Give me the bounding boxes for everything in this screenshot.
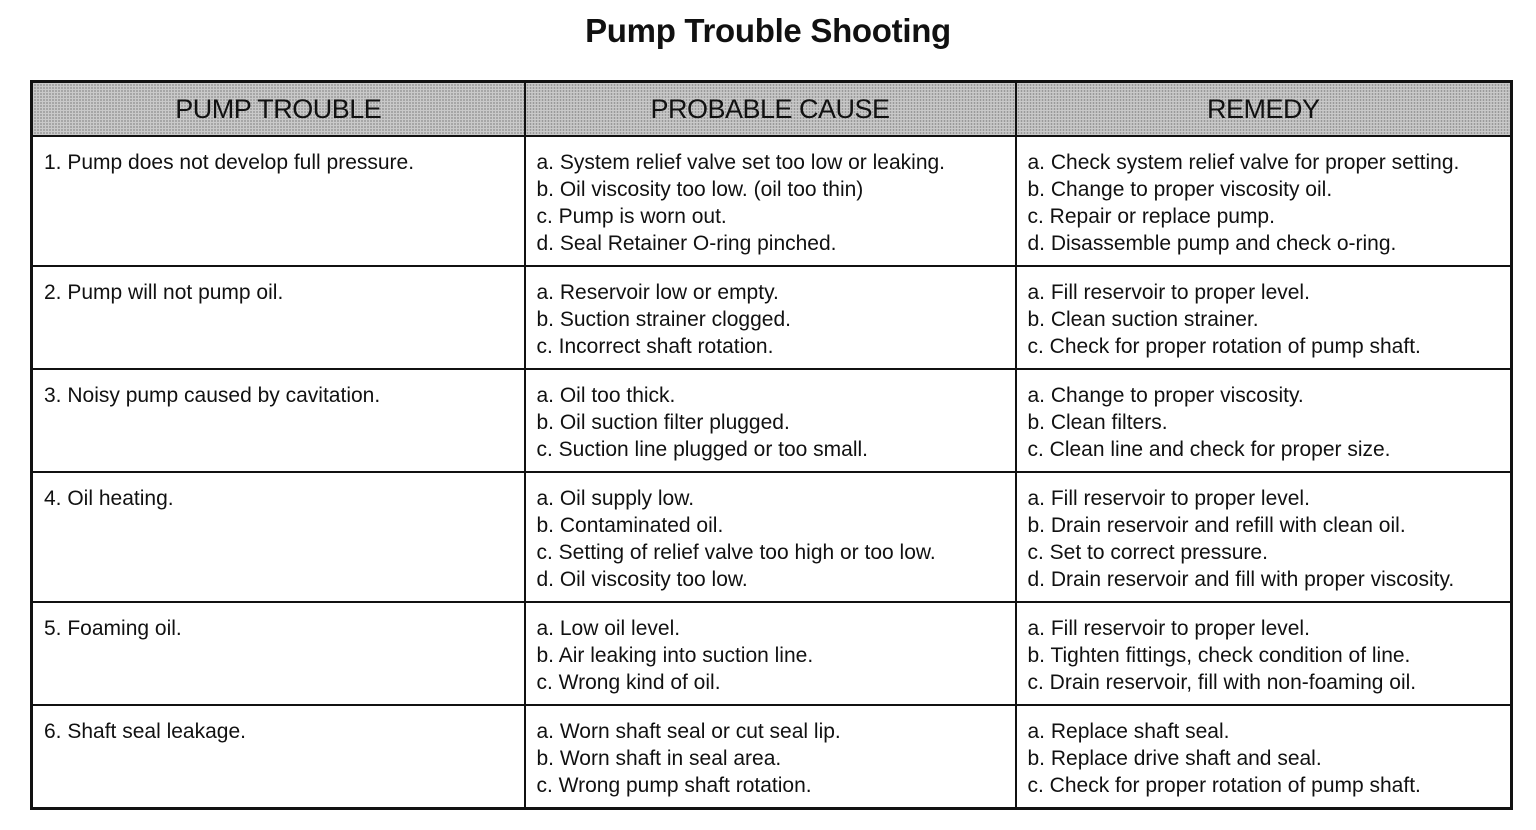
cause-item: c. Setting of relief valve too high or too low. xyxy=(536,540,936,564)
remedy-item: b. Clean suction strainer. xyxy=(1027,307,1259,331)
remedy-item: b. Drain reservoir and refill with clean oil. xyxy=(1027,513,1406,537)
remedy-item: c. Repair or replace pump. xyxy=(1027,205,1275,228)
trouble-shooting-table xyxy=(30,80,1513,810)
remedy-item: b. Tighten fittings, check condition of line. xyxy=(1027,643,1411,667)
cause-cell xyxy=(525,705,1016,809)
cause-item: b. Air leaking into suction line. xyxy=(536,643,814,667)
trouble-cell xyxy=(32,266,525,369)
remedy-cell xyxy=(1016,266,1512,369)
table-row xyxy=(32,602,1512,705)
remedy-item: b. Change to proper viscosity oil. xyxy=(1027,178,1333,201)
remedy-item: c. Check for proper rotation of pump shaft. xyxy=(1027,334,1421,358)
remedy-item: c. Check for proper rotation of pump shaft. xyxy=(1027,773,1421,797)
cause-item: b. Contaminated oil. xyxy=(536,513,724,537)
cause-item: b. Oil viscosity too low. (oil too thin) xyxy=(536,178,864,201)
trouble-text: 6. Shaft seal leakage. xyxy=(44,719,246,743)
cause-cell xyxy=(525,472,1016,602)
table-row xyxy=(32,136,1512,266)
page-title: Pump Trouble Shooting xyxy=(585,12,951,49)
trouble-text: 3. Noisy pump caused by cavitation. xyxy=(44,383,381,407)
cause-item: a. System relief valve set too low or leaking. xyxy=(536,151,946,174)
remedy-item: a. Check system relief valve for proper setting. xyxy=(1027,151,1460,174)
cause-item: a. Reservoir low or empty. xyxy=(536,280,779,304)
remedy-cell xyxy=(1016,369,1512,472)
trouble-text: 2. Pump will not pump oil. xyxy=(44,280,284,304)
cause-item: c. Suction line plugged or too small. xyxy=(536,437,869,461)
cause-item: a. Oil supply low. xyxy=(536,486,695,510)
cause-item: a. Worn shaft seal or cut seal lip. xyxy=(536,719,841,743)
cause-cell xyxy=(525,266,1016,369)
trouble-text: 5. Foaming oil. xyxy=(44,616,182,640)
remedy-item: c. Clean line and check for proper size. xyxy=(1027,437,1391,461)
cause-item: c. Wrong kind of oil. xyxy=(536,670,721,694)
cause-item: c. Incorrect shaft rotation. xyxy=(536,334,774,358)
header-probable-cause: PROBABLE CAUSE xyxy=(525,82,1016,137)
trouble-cell xyxy=(32,136,525,266)
remedy-item: a. Fill reservoir to proper level. xyxy=(1027,280,1310,304)
remedy-item: c. Drain reservoir, fill with non-foaming oil. xyxy=(1027,670,1417,694)
trouble-cell xyxy=(32,369,525,472)
cause-item: c. Wrong pump shaft rotation. xyxy=(536,773,812,797)
cause-item: a. Low oil level. xyxy=(536,616,681,640)
remedy-item: a. Fill reservoir to proper level. xyxy=(1027,616,1310,640)
cause-item: a. Oil too thick. xyxy=(536,383,676,407)
cause-item: b. Suction strainer clogged. xyxy=(536,307,791,331)
trouble-text: 1. Pump does not develop full pressure. xyxy=(44,151,415,174)
remedy-cell xyxy=(1016,602,1512,705)
remedy-cell xyxy=(1016,705,1512,809)
table-row xyxy=(32,369,1512,472)
cause-item: b. Worn shaft in seal area. xyxy=(536,746,782,770)
remedy-item: a. Replace shaft seal. xyxy=(1027,719,1230,743)
header-remedy: REMEDY xyxy=(1016,82,1512,137)
remedy-item: b. Replace drive shaft and seal. xyxy=(1027,746,1322,770)
remedy-item: c. Set to correct pressure. xyxy=(1027,540,1268,564)
table-row xyxy=(32,705,1512,809)
trouble-cell xyxy=(32,472,525,602)
cause-item: d. Oil viscosity too low. xyxy=(536,567,748,591)
cause-cell xyxy=(525,136,1016,266)
table-row xyxy=(32,472,1512,602)
remedy-item: a. Change to proper viscosity. xyxy=(1027,383,1304,407)
trouble-text: 4. Oil heating. xyxy=(44,486,174,510)
remedy-item: d. Drain reservoir and fill with proper viscosity. xyxy=(1027,567,1455,591)
remedy-item: d. Disassemble pump and check o-ring. xyxy=(1027,232,1397,255)
header-row xyxy=(32,82,1512,137)
cause-item: b. Oil suction filter plugged. xyxy=(536,410,790,434)
trouble-cell xyxy=(32,602,525,705)
cause-cell xyxy=(525,602,1016,705)
cause-item: d. Seal Retainer O-ring pinched. xyxy=(536,232,837,255)
trouble-cell xyxy=(32,705,525,809)
table-row xyxy=(32,266,1512,369)
remedy-item: b. Clean filters. xyxy=(1027,410,1168,434)
header-pump-trouble: PUMP TROUBLE xyxy=(32,82,525,137)
cause-cell xyxy=(525,369,1016,472)
remedy-cell xyxy=(1016,136,1512,266)
cause-item: c. Pump is worn out. xyxy=(536,205,727,228)
remedy-item: a. Fill reservoir to proper level. xyxy=(1027,486,1310,510)
remedy-cell xyxy=(1016,472,1512,602)
